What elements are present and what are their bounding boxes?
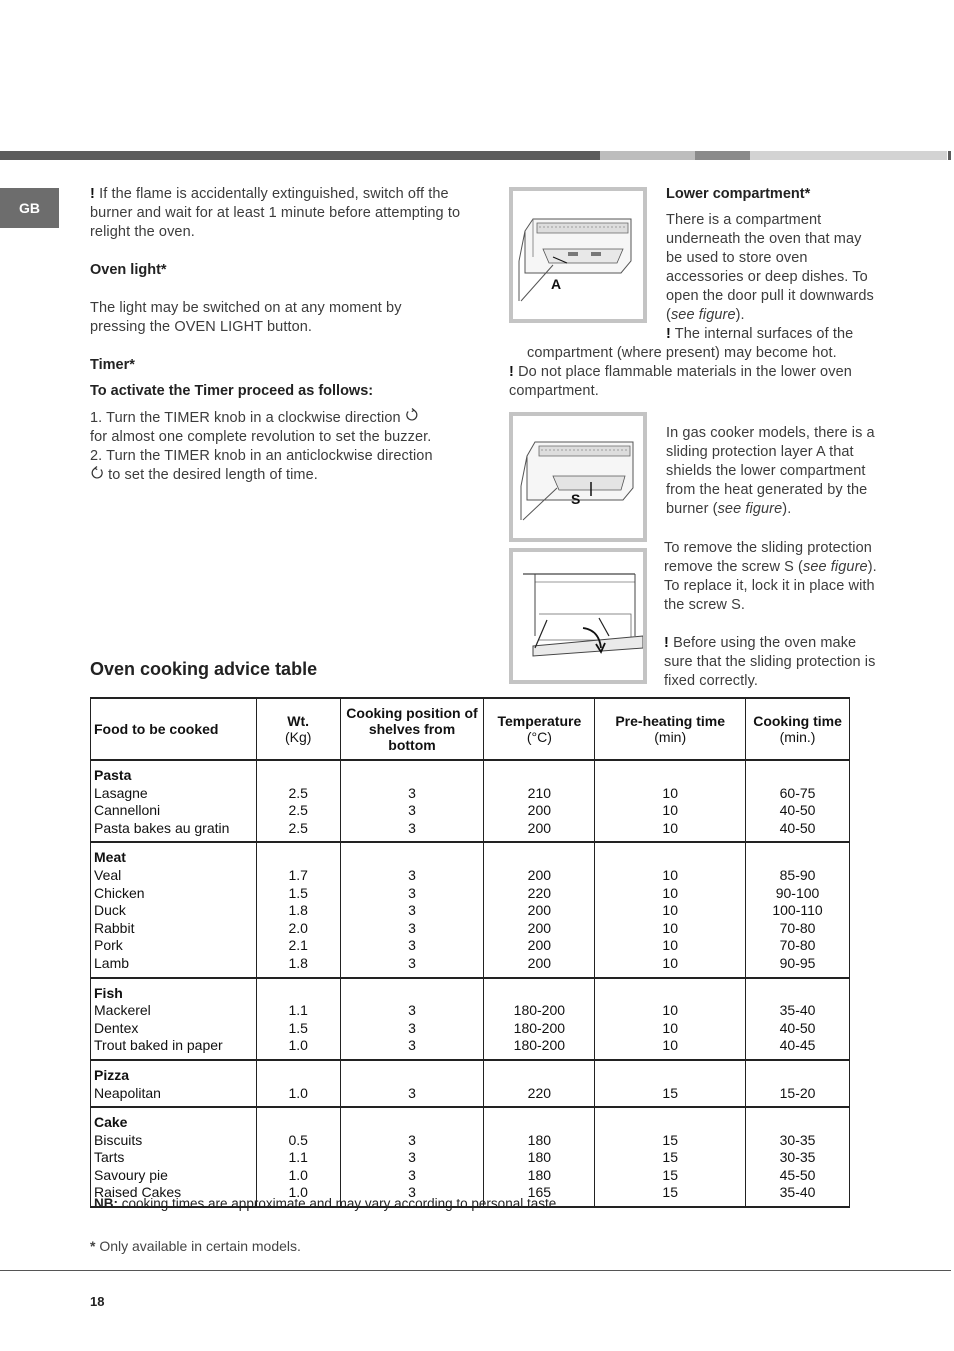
figure-lower-compartment (509, 187, 647, 323)
group-spacer (260, 849, 337, 867)
cell-value: 70-80 (779, 937, 816, 954)
nb-note (94, 1196, 560, 1211)
flammable-warning-text: Do not place flammable materials in the lower oven compartment. (509, 364, 852, 399)
cell-value: 200 (527, 954, 552, 971)
oven-light-text: The light may be switched on at any moment by pressing the OVEN LIGHT button. (90, 300, 402, 335)
oven-drawer-illustration (513, 191, 643, 319)
cell-value: Raised Cakes (94, 1184, 182, 1201)
group-name: Pizza (94, 1066, 130, 1083)
oven-light-heading: Oven light* (90, 262, 167, 278)
cell-value: Biscuits (94, 1131, 143, 1148)
lower-compartment-tail: ). (735, 307, 745, 323)
cell-value: 3 (408, 1131, 416, 1148)
col-header-weight-label: Wt. (287, 713, 310, 729)
cell-temperature (484, 978, 595, 1060)
remove-protection-text (664, 539, 884, 615)
cell-value: 220 (527, 1084, 552, 1101)
fix-protection-text: Before using the oven make sure that the sliding protection is fixed correctly. (664, 635, 876, 689)
group-spacer (260, 1067, 337, 1085)
cell-value: 3 (408, 1019, 416, 1036)
group-spacer (260, 985, 337, 1003)
cell-value: 1.1 (288, 1002, 308, 1019)
cell-value: Veal (94, 866, 122, 883)
cell-value: 10 (662, 1019, 678, 1036)
cell-value: 3 (408, 819, 416, 836)
cell-value: 10 (662, 954, 678, 971)
col-header-food (91, 698, 257, 760)
cell-value: 1.0 (288, 1037, 308, 1054)
cell-value: 35-40 (779, 1184, 816, 1201)
exclamation-mark: ! (666, 326, 671, 342)
cell-food (91, 1107, 257, 1207)
footnote-star: * (90, 1238, 96, 1254)
cell-value: 10 (662, 819, 678, 836)
see-figure-ref: see figure (670, 307, 736, 323)
cell-value: 3 (408, 1149, 416, 1166)
figure-label-a: A (551, 276, 562, 292)
col-header-position-label: Cooking position of shelves from bottom (346, 705, 478, 753)
group-spacer (344, 1067, 481, 1085)
table-row (91, 1060, 850, 1107)
group-spacer (487, 1067, 591, 1085)
timer-step-1 (90, 408, 470, 428)
cell-value: 70-80 (779, 919, 816, 936)
figure-sliding-protection (509, 412, 647, 542)
cell-cooking-time (746, 1060, 850, 1107)
flame-warning-text: If the flame is accidentally extinguished, switch off the burner and wait for at least 1 minute before attempting to relight the oven. (90, 186, 461, 240)
cell-preheat (595, 842, 746, 977)
footnote (90, 1238, 301, 1254)
cell-value: 90-100 (775, 884, 820, 901)
cell-value: 200 (527, 802, 552, 819)
group-spacer (487, 985, 591, 1003)
page-number: 18 (90, 1294, 105, 1309)
cell-value: 3 (408, 1166, 416, 1183)
remove-protection-tail: ). To replace it, lock it in place with the screw S. (664, 559, 877, 613)
cell-value: 1.7 (288, 866, 308, 883)
cell-value: 3 (408, 1084, 416, 1101)
cell-value: 220 (527, 884, 552, 901)
cell-value: 180 (527, 1149, 552, 1166)
cell-food (91, 1060, 257, 1107)
group-spacer (598, 1067, 742, 1085)
cell-value: 3 (408, 884, 416, 901)
gas-model-text (666, 424, 884, 519)
table-row (91, 1107, 850, 1207)
col-header-cooking-time (746, 698, 850, 760)
lower-compartment-heading: Lower compartment* (666, 186, 811, 202)
cell-value: 200 (527, 819, 552, 836)
exclamation-mark: ! (509, 364, 514, 380)
timer-heading: Timer* (90, 357, 135, 373)
col-header-preheat (595, 698, 746, 760)
nb-label: NB: (94, 1196, 118, 1211)
cell-value: 15 (662, 1184, 678, 1201)
group-spacer (260, 1114, 337, 1132)
cell-value: Chicken (94, 884, 145, 901)
flammable-warning (509, 363, 884, 401)
group-spacer (598, 1114, 742, 1132)
cell-weight (256, 978, 340, 1060)
cell-value: 200 (527, 937, 552, 954)
cell-value: 40-45 (779, 1037, 816, 1054)
col-header-temperature-label: Temperature (497, 713, 582, 729)
col-header-cooking-time-label: Cooking time (753, 713, 842, 729)
cell-weight (256, 1107, 340, 1207)
table-title: Oven cooking advice table (90, 659, 318, 679)
clockwise-arrow-icon (405, 408, 419, 422)
footer-rule (0, 1270, 951, 1271)
group-spacer (260, 767, 337, 785)
cell-value: 3 (408, 802, 416, 819)
cell-value: 200 (527, 866, 552, 883)
header-bar-lighter (750, 151, 947, 160)
lower-compartment-text (666, 211, 878, 325)
group-spacer (598, 767, 742, 785)
group-spacer (749, 1067, 846, 1085)
cooking-advice-table (90, 697, 850, 1208)
cell-value: 90-95 (779, 954, 816, 971)
cell-temperature (484, 1107, 595, 1207)
cell-value: 200 (527, 902, 552, 919)
cell-value: 85-90 (779, 866, 816, 883)
cell-value: 180 (527, 1131, 552, 1148)
cell-value: 45-50 (779, 1166, 816, 1183)
group-spacer (598, 849, 742, 867)
col-header-preheat-unit: (min) (654, 729, 687, 745)
cell-value: 10 (662, 1037, 678, 1054)
cell-temperature (484, 760, 595, 842)
cell-value: 30-35 (779, 1149, 816, 1166)
header-bar-mid (695, 151, 750, 160)
cell-value: Lasagne (94, 784, 148, 801)
group-spacer (487, 1114, 591, 1132)
cell-value: 2.0 (288, 919, 308, 936)
gas-model-tail: ). (782, 501, 792, 517)
group-spacer (749, 849, 846, 867)
cell-food (91, 842, 257, 977)
cell-weight (256, 842, 340, 977)
cell-food (91, 978, 257, 1060)
timer-step-2-text: to set the desired length of time. (104, 467, 318, 483)
cell-value: 35-40 (779, 1002, 816, 1019)
cell-value: Savoury pie (94, 1166, 168, 1183)
footnote-text: Only available in certain models. (95, 1238, 301, 1254)
cell-value: 1.1 (288, 1149, 308, 1166)
cell-value: 10 (662, 902, 678, 919)
group-spacer (344, 767, 481, 785)
cell-value: Mackerel (94, 1002, 151, 1019)
timer-steps (90, 408, 470, 485)
table-row (91, 978, 850, 1060)
cell-position (340, 978, 484, 1060)
cell-weight (256, 1060, 340, 1107)
cell-value: 15-20 (779, 1084, 816, 1101)
col-header-cooking-time-unit: (min.) (779, 729, 816, 745)
cell-value: 15 (662, 1131, 678, 1148)
cell-value: 3 (408, 937, 416, 954)
cell-value: Lamb (94, 954, 130, 971)
cell-value: 200 (527, 919, 552, 936)
figure-label-s: S (571, 491, 581, 507)
cell-value: 1.0 (288, 1166, 308, 1183)
cell-value: 165 (527, 1184, 552, 1201)
timer-subheading: To activate the Timer proceed as follows: (90, 383, 374, 399)
group-spacer (344, 849, 481, 867)
cell-temperature (484, 842, 595, 977)
cell-value: 1.0 (288, 1084, 308, 1101)
cell-value: 3 (408, 1037, 416, 1054)
cell-value: 10 (662, 919, 678, 936)
cell-cooking-time (746, 978, 850, 1060)
language-tab: GB (0, 188, 59, 228)
col-header-food-label: Food to be cooked (94, 721, 219, 737)
cell-value: 100-110 (772, 902, 823, 919)
cell-value: 1.8 (288, 902, 308, 919)
figure-door-open (509, 548, 647, 684)
see-figure-ref: see figure (803, 559, 868, 575)
group-spacer (344, 985, 481, 1003)
group-name: Meat (94, 849, 126, 866)
cell-value: 3 (408, 1184, 416, 1201)
header-bar-end (948, 151, 951, 160)
col-header-weight (256, 698, 340, 760)
timer-step-2: 2. Turn the TIMER knob in an anticlockwise direction (90, 448, 433, 464)
cell-cooking-time (746, 1107, 850, 1207)
col-header-temperature (484, 698, 595, 760)
cell-value: 3 (408, 1002, 416, 1019)
group-spacer (487, 767, 591, 785)
cell-position (340, 842, 484, 977)
cell-value: 3 (408, 866, 416, 883)
cell-value: 180 (527, 1166, 552, 1183)
cell-food (91, 760, 257, 842)
table-row (91, 842, 850, 977)
cell-preheat (595, 1107, 746, 1207)
cell-value: 1.8 (288, 954, 308, 971)
cell-value: 15 (662, 1084, 678, 1101)
cell-value: 40-50 (779, 802, 816, 819)
col-header-temperature-unit: (°C) (526, 729, 552, 745)
flame-warning (90, 185, 465, 242)
timer-step-1-text: 1. Turn the TIMER knob in a clockwise direction (90, 410, 401, 426)
table-body (91, 760, 850, 1207)
cell-value: 1.5 (288, 1019, 308, 1036)
hot-surface-warning (666, 325, 886, 344)
anticlockwise-arrow-icon (90, 466, 104, 480)
cell-value: 210 (527, 784, 552, 801)
cell-value: 10 (662, 784, 678, 801)
cell-value: 3 (408, 902, 416, 919)
cell-value: 0.5 (288, 1131, 308, 1148)
header-bar-light (600, 151, 695, 160)
cell-value: 30-35 (779, 1131, 816, 1148)
gas-model-body: In gas cooker models, there is a sliding protection layer A that shields the lower compartment from the heat generated by the burner ( (666, 425, 875, 517)
group-spacer (344, 1114, 481, 1132)
cell-value: 2.5 (288, 784, 308, 801)
cell-value: 180-200 (513, 1037, 566, 1054)
cell-value: 3 (408, 954, 416, 971)
cell-cooking-time (746, 760, 850, 842)
timer-step-2-line2 (90, 466, 470, 485)
group-name: Cake (94, 1114, 128, 1131)
cell-value: 40-50 (779, 819, 816, 836)
col-header-position (340, 698, 484, 760)
cell-value: Pork (94, 937, 123, 954)
cell-position (340, 1107, 484, 1207)
nb-text: cooking times are approximate and may vary according to personal taste. (118, 1196, 560, 1211)
cell-value: 10 (662, 937, 678, 954)
cell-temperature (484, 1060, 595, 1107)
cell-value: Neapolitan (94, 1084, 161, 1101)
cell-value: Trout baked in paper (94, 1037, 223, 1054)
cell-position (340, 1060, 484, 1107)
see-figure-ref: see figure (717, 501, 783, 517)
group-spacer (598, 985, 742, 1003)
group-spacer (749, 985, 846, 1003)
group-spacer (749, 1114, 846, 1132)
cell-value: 2.1 (288, 937, 308, 954)
table-row (91, 760, 850, 842)
cell-value: Cannelloni (94, 802, 161, 819)
cell-weight (256, 760, 340, 842)
cell-value: 10 (662, 866, 678, 883)
lower-compartment-body: There is a compartment underneath the oven that may be used to store oven accessories or deep dishes. To open the door pull it downwards ( (666, 212, 874, 323)
hot-surface-warning-cont: compartment (where present) may become hot. (527, 345, 837, 361)
cell-cooking-time (746, 842, 850, 977)
cell-value: 15 (662, 1166, 678, 1183)
cell-preheat (595, 1060, 746, 1107)
oven-sliding-layer-illustration (513, 416, 643, 538)
cell-value: 10 (662, 884, 678, 901)
cell-value: Tarts (94, 1149, 125, 1166)
group-name: Pasta (94, 767, 132, 783)
cell-value: Rabbit (94, 919, 135, 936)
remove-protection-body: To remove the sliding protection remove the screw S ( (664, 540, 872, 575)
cell-value: 1.5 (288, 884, 308, 901)
exclamation-mark: ! (90, 186, 95, 202)
cell-value: 2.5 (288, 802, 308, 819)
cell-position (340, 760, 484, 842)
exclamation-mark: ! (664, 635, 669, 651)
cell-value: 10 (662, 802, 678, 819)
cell-value: 15 (662, 1149, 678, 1166)
group-spacer (487, 849, 591, 867)
cell-value: 40-50 (779, 1019, 816, 1036)
cell-value: 10 (662, 1002, 678, 1019)
cell-value: 3 (408, 784, 416, 801)
col-header-preheat-label: Pre-heating time (615, 713, 726, 729)
group-spacer (749, 767, 846, 785)
oven-door-open-illustration (513, 552, 643, 680)
cell-value: Duck (94, 902, 126, 919)
cell-value: 180-200 (513, 1002, 566, 1019)
cell-value: 3 (408, 919, 416, 936)
cell-preheat (595, 978, 746, 1060)
cell-value: 180-200 (513, 1019, 566, 1036)
group-name: Fish (94, 984, 123, 1001)
cell-preheat (595, 760, 746, 842)
cell-value: 60-75 (779, 784, 816, 801)
cell-value: Dentex (94, 1019, 139, 1036)
table-header-row (91, 698, 850, 760)
cell-value: 1.0 (288, 1184, 308, 1201)
col-header-weight-unit: (Kg) (284, 729, 312, 745)
hot-surface-text: The internal surfaces of the (670, 326, 854, 342)
timer-step-1-cont: for almost one complete revolution to set the buzzer. (90, 429, 432, 445)
cell-value: 2.5 (288, 819, 308, 836)
header-bar-dark (0, 151, 600, 160)
cell-value: Pasta bakes au gratin (94, 819, 230, 836)
fix-protection-warning (664, 634, 884, 691)
